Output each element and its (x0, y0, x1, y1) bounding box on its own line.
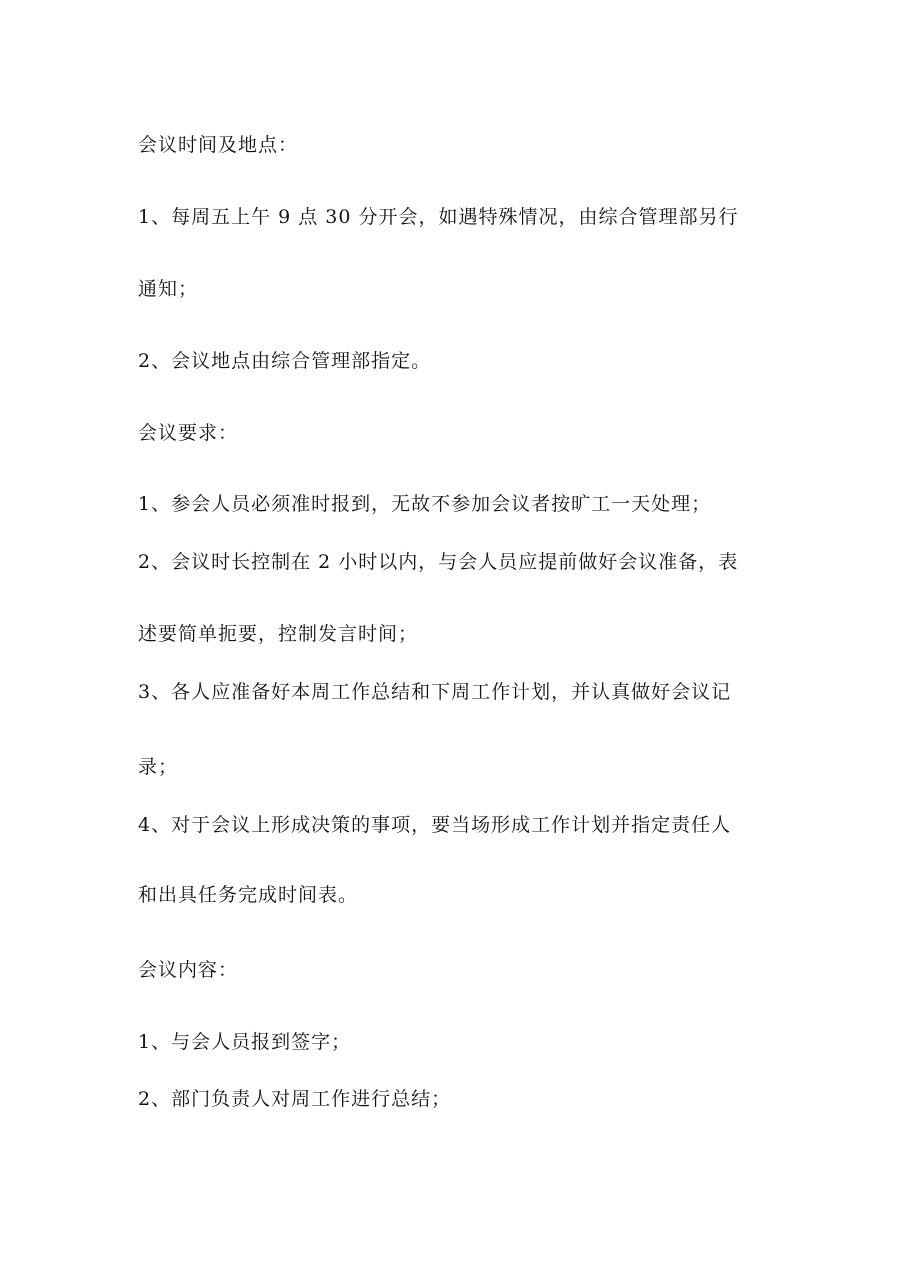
paragraph-line: 述要简单扼要，控制发言时间； (138, 623, 419, 645)
paragraph-line: 1、每周五上午 9 点 30 分开会，如遇特殊情况，由综合管理部另行 (138, 206, 739, 228)
paragraph-line: 1、与会人员报到签字； (138, 1031, 352, 1053)
paragraph-line: 2、部门负责人对周工作进行总结； (138, 1088, 452, 1110)
paragraph-line: 3、各人应准备好本周工作总结和下周工作计划，并认真做好会议记 (138, 681, 732, 703)
heading-meeting-content: 会议内容： (138, 959, 239, 981)
heading-meeting-requirements: 会议要求： (138, 422, 239, 444)
heading-meeting-time-place: 会议时间及地点： (138, 134, 299, 156)
paragraph-line: 1、参会人员必须准时报到，无故不参加会议者按旷工一天处理； (138, 493, 712, 515)
paragraph-line: 通知； (138, 278, 199, 300)
paragraph-line: 2、会议地点由综合管理部指定。 (138, 350, 432, 372)
paragraph-line: 和出具任务完成时间表。 (138, 884, 359, 906)
paragraph-line: 2、会议时长控制在 2 小时以内，与会人员应提前做好会议准备，表 (138, 551, 739, 573)
paragraph-line: 4、对于会议上形成决策的事项，要当场形成工作计划并指定责任人 (138, 814, 732, 836)
paragraph-line: 录； (138, 756, 179, 778)
